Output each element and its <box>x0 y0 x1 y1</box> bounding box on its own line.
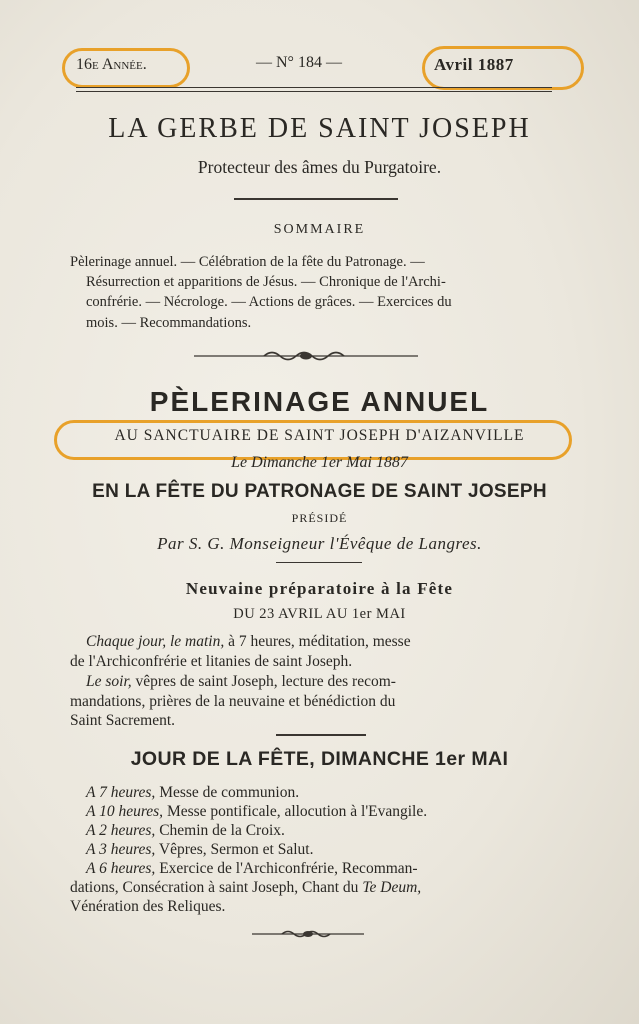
masthead-title: LA GERBE DE SAINT JOSEPH <box>108 113 531 144</box>
schedule-continuation-2: Vénération des Reliques. <box>70 898 226 915</box>
te-deum: Te Deum, <box>362 879 422 896</box>
schedule-time: A 6 heures, <box>86 860 156 877</box>
schedule-item <box>70 783 560 802</box>
schedule-item <box>70 821 560 840</box>
article-subtitle: AU SANCTUAIRE DE SAINT JOSEPH D'AIZANVILLE <box>114 427 525 444</box>
header-rule-1 <box>76 87 552 88</box>
p1-lead: Chaque jour, le matin, <box>86 633 225 650</box>
p2-lead: Le soir, <box>86 673 132 690</box>
schedule-text: Vêpres, Sermon et Salut. <box>155 841 314 858</box>
sommaire-line-1: Pèlerinage annuel. — Célébration de la fête du Patronage. — <box>70 254 425 270</box>
header-rule-2 <box>76 91 552 92</box>
neuvaine-paragraph-1 <box>70 632 554 671</box>
sommaire-line-3: confrérie. — Nécrologe. — Actions de grâces. — Exercices du <box>86 294 452 310</box>
schedule-text: Messe de communion. <box>155 784 300 801</box>
schedule-time: A 7 heures, <box>86 784 156 801</box>
p2-line-3: Saint Sacrement. <box>70 712 176 729</box>
p2-rest: vêpres de saint Joseph, lecture des recom- <box>131 673 396 690</box>
neuvaine-heading: Neuvaine préparatoire à la Fête <box>185 579 454 598</box>
schedule-item <box>70 802 560 821</box>
schedule-continuation <box>70 878 560 897</box>
bishop-line: Par S. G. Monseigneur l'Évêque de Langres. <box>157 534 482 553</box>
year-label: 16e Année. <box>76 56 147 73</box>
schedule-item <box>70 840 560 859</box>
p1-rest: à 7 heures, méditation, messe <box>224 633 411 650</box>
schedule-item <box>70 859 560 878</box>
continuation-text: dations, Consécration à saint Joseph, Chant du <box>70 879 363 896</box>
issue-date: Avril 1887 <box>434 55 514 74</box>
masthead-subtitle: Protecteur des âmes du Purgatoire. <box>197 157 442 177</box>
schedule-text: Chemin de la Croix. <box>155 822 285 839</box>
p1-line-2: de l'Archiconfrérie et litanies de saint Joseph. <box>70 652 353 670</box>
schedule-time: A 10 heures, <box>86 803 164 820</box>
schedule-text: Messe pontificale, allocution à l'Evangile. <box>163 803 428 820</box>
issue-number: — N° 184 — <box>256 54 342 71</box>
article-title: PÈLERINAGE ANNUEL <box>149 386 490 417</box>
neuvaine-paragraph-2 <box>70 672 554 731</box>
ornament-divider-icon <box>194 348 418 364</box>
schedule-time: A 3 heures, <box>86 841 156 858</box>
schedule-time: A 2 heures, <box>86 822 156 839</box>
sommaire-line-2: Résurrection et apparitions de Jésus. — Chronique de l'Archi- <box>86 274 446 290</box>
sommaire-line-4: mois. — Recommandations. <box>86 315 252 331</box>
article-rule <box>276 562 362 563</box>
jour-schedule <box>70 783 560 916</box>
schedule-text: Exercice de l'Archiconfrérie, Recomman- <box>155 860 418 877</box>
feast-line: EN LA FÊTE DU PATRONAGE DE SAINT JOSEPH <box>92 481 547 502</box>
jour-heading: JOUR DE LA FÊTE, DIMANCHE 1er MAI <box>130 748 509 770</box>
p2-line-2: mandations, prières de la neuvaine et bénédiction du <box>70 692 396 710</box>
masthead-rule <box>234 198 398 200</box>
preside-label: PRÉSIDÉ <box>291 511 348 525</box>
article-date-line: Le Dimanche 1er Mai 1887 <box>231 454 408 471</box>
neuvaine-rule <box>276 734 366 736</box>
neuvaine-dates: DU 23 AVRIL AU 1er MAI <box>233 606 406 622</box>
ornament-end-icon <box>252 928 364 940</box>
sommaire-heading: SOMMAIRE <box>273 222 366 237</box>
